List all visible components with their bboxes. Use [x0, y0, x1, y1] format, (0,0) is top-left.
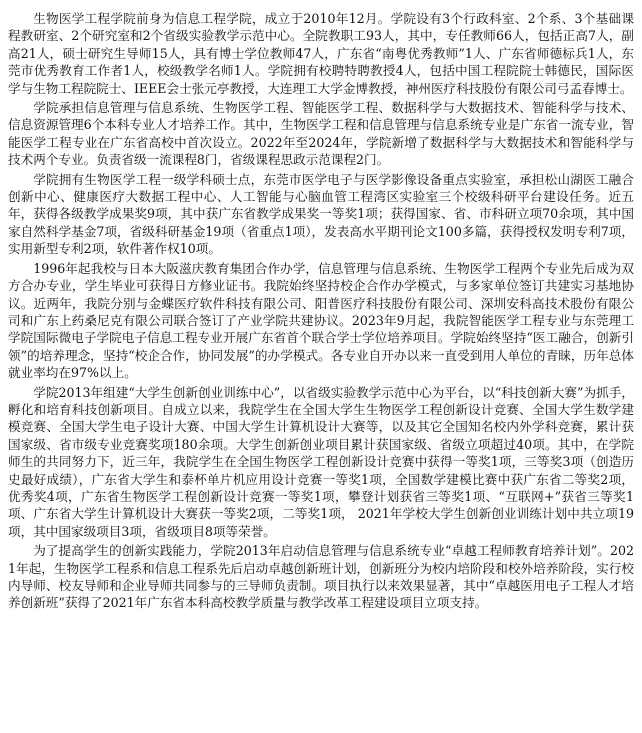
paragraph-excellence-program: 为了提高学生的创新实践能力，学院2013年启动信息管理与信息系统专业“卓越工程师教育培养计划”。2021年起，生物医学工程系和信息工程系先后启动卓越创新班计划，创新班分为校内培阶段和校外培养阶段，实行校内导师、校友导师和企业导师共同参与的三导师负责制。项目执行以来效果显著，其中“卓越医用电子工程人才培养创新班”获得了2021年广东省本科高校教学质量与教学改革工程建设项目立项支持。 [8, 543, 634, 611]
paragraph-cooperation: 1996年起我校与日本大阪滋庆教育集团合作办学，信息管理与信息系统、生物医学工程两个专业先后成为双方合办专业，学生毕业可获得日方修业证书。我院始终坚持校企合作办学模式，与多家单位签订共建实习基地协议。近两年，我院分别与金蝶医疗软件科技有限公司、阳普医疗科技股份有限公司、深圳安科高技术股份有限公司和广东上药桑尼克有限公司联合签订了产业学院共建协议。2023年9月起，我院智能医学工程专业与东莞理工学院国际微电子学院电子信息工程专业开展广东省首个联合学士学位培养项目。学院始终坚持“医工融合，创新引领”的培养理念，坚持“校企合作，协同发展”的办学模式。各专业自开办以来一直受到用人单位的青睐，历年总体就业率均在97%以上。 [8, 260, 634, 381]
paragraph-research: 学院拥有生物医学工程一级学科硕士点，东莞市医学电子与医学影像设备重点实验室，承担松山湖医工融合创新中心、健康医疗大数据工程中心、人工智能与心脑血管工程湾区实验室三个校级科研平台建设任务。近五年，获得各级教学成果奖9项，其中获广东省教学成果奖一等奖1项；获得国家、省、市科研立项70余项，其中国家自然科学基金7项，省级科研基金19项（省重点1项），发表高水平期刊论文100多篇，获得授权发明专利7项，实用新型专利2项，软件著作权10项。 [8, 171, 634, 257]
paragraph-history: 生物医学工程学院前身为信息工程学院，成立于2010年12月。学院设有3个行政科室、2个系、3个基础课程教研室、2个研究室和2个省级实验教学示范中心。全院教职工93人，其中，专任教师66人，包括正高7人，副高21人，硕士研究生导师15人，具有博士学位教师47人，广东省“南粤优秀教师”1人、广东省师德标兵1人，东莞市优秀教育工作者1人，校级教学名师1人。学院拥有校聘特聘教授4人，包括中国工程院院士韩德民，国际医学与生物工程院院士、IEEE会士张元亭教授，大连理工大学金博教授，神州医疗科技股份有限公司弓孟春博士。 [8, 11, 634, 96]
paragraph-majors: 学院承担信息管理与信息系统、生物医学工程、智能医学工程、数据科学与大数据技术、智能科学与技术、信息资源管理6个本科专业人才培养工作。其中，生物医学工程和信息管理与信息系统专业是广东省一流专业，智能医学工程专业在广东省高校中首次设立。2022年至2024年，学院新增了数据科学与大数据技术和智能科学与技术两个专业。负责省级一流课程8门，省级课程思政示范课程2门。 [8, 100, 634, 168]
paragraph-competitions: 学院2013年组建“大学生创新创业训练中心”，以省级实验教学示范中心为平台，以“科技创新大赛”为抓手，孵化和培育科技创新项目。自成立以来，我院学生在全国大学生生物医学工程创新设计竞赛、全国大学生数学建模竞赛、全国大学生电子设计大赛、中国大学生计算机设计大赛等，以及其它全国知名校内外学科竞赛，累计获国家级、省市级专业竞赛奖项180余项。大学生创新创业项目累计获国家级、省级立项超过40项。其中，在学院师生的共同努力下，近三年，我院学生在全国生物医学工程创新设计竞赛中获得一等奖1项，三等奖3项（创造历史最好成绩），广东省大学生和泰杯单片机应用设计竞赛一等奖1项，全国数学建模比赛中获广东省二等奖2项，优秀奖4项，广东省生物医学工程创新设计竞赛一等奖1项，攀登计划获省三等奖1项、“互联网+”获省三等奖1项、广东省大学生计算机设计大赛获一等奖2项，二等奖1项， 2021年学校大学生创新创业训练计划中共立项19项，其中国家级项目3项，省级项目8项等荣誉。 [8, 384, 634, 539]
